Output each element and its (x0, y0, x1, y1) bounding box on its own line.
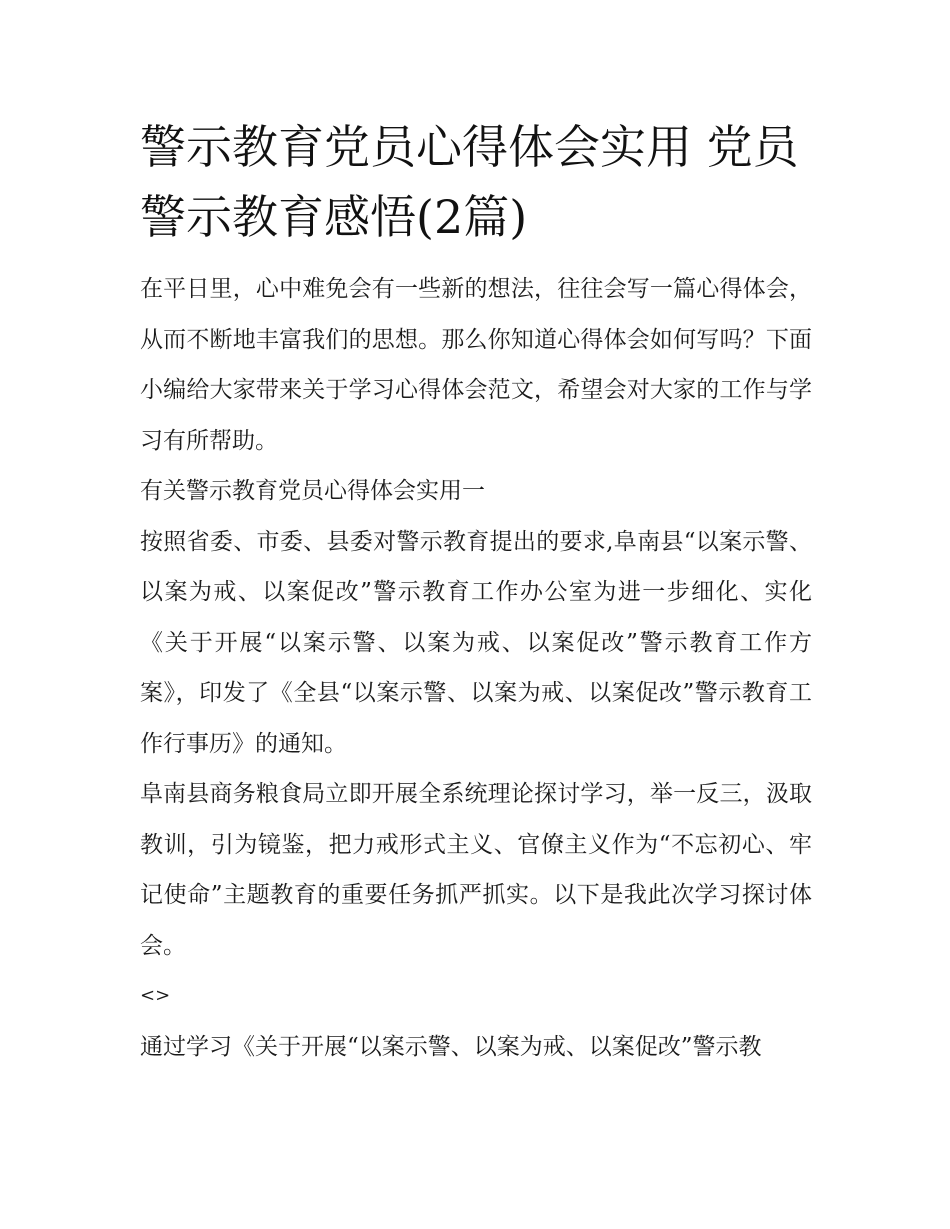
document-title: 警示教育党员心得体会实用 党员警示教育感悟(2篇) (140, 120, 799, 244)
body-paragraph-1: 按照省委、市委、县委对警示教育提出的要求,阜南县“以案示警、以案为戒、以案促改”警示教育工作办公室为进一步细化、实化《关于开展“以案示警、以案为戒、以案促改”警示教育工作方案》，印发了《全县“以案示警、以案为戒、以案促改”警示教育工作行事历》的通知。 (140, 528, 812, 757)
body-paragraph-3: 通过学习《关于开展“以案示警、以案为戒、以案促改”警示教 (140, 1033, 762, 1060)
document-body (140, 112, 812, 1072)
intro-paragraph: 在平日里，心中难免会有一些新的想法，往往会写一篇心得体会，从而不断地丰富我们的思想。那么你知道心得体会如何写吗？下面小编给大家带来关于学习心得体会范文，希望会对大家的工作与学习有所帮助。 (140, 276, 812, 454)
placeholder-line: <> (140, 985, 171, 1006)
body-paragraph-2: 阜南县商务粮食局立即开展全系统理论探讨学习，举一反三，汲取教训，引为镜鉴，把力戒形式主义、官僚主义作为“不忘初心、牢记使命”主题教育的重要任务抓严抓实。以下是我此次学习探讨体会。 (140, 781, 812, 959)
section-heading: 有关警示教育党员心得体会实用一 (140, 478, 485, 504)
